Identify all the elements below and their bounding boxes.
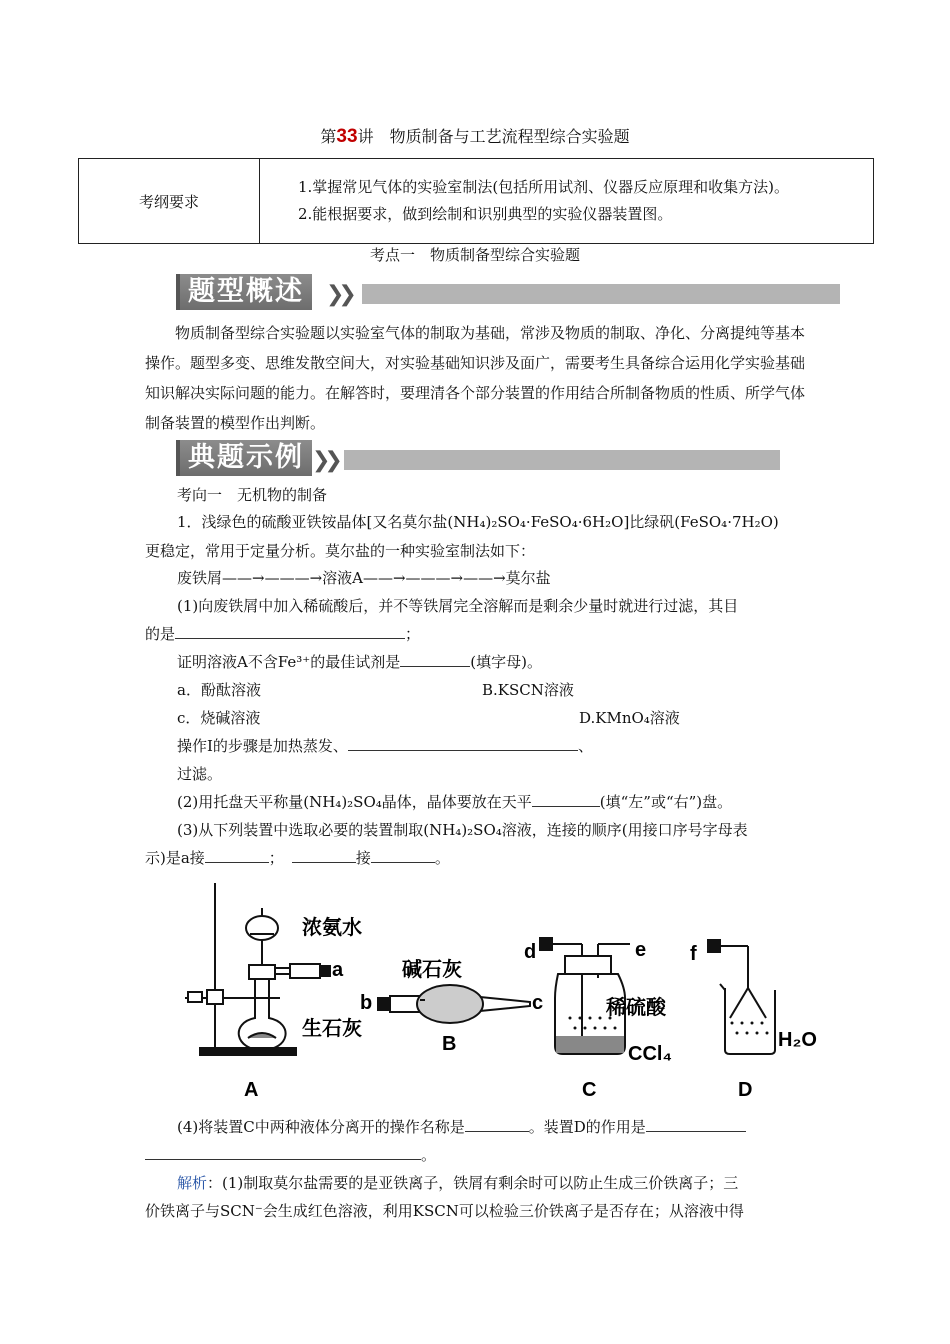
port-e: e (635, 939, 647, 961)
part-1-line1: (1)向废铁屑中加入稀硫酸后，并不等铁屑完全溶解而是剩余少量时就进行过滤，其目 (177, 597, 739, 615)
label-ammonia: 浓氨水 (302, 917, 362, 939)
option-c: c．烧碱溶液 (177, 709, 261, 727)
answer-blank[interactable] (292, 847, 356, 863)
part-4-line2: 。 (145, 1144, 436, 1165)
part-3-line1: (3)从下列装置中选取必要的装置制取(NH₄)₂SO₄溶液，连接的顺序(用接口序号字母表 (177, 821, 748, 839)
process-flow: 废铁屑——→———→溶液A——→———→——→莫尔盐 (177, 569, 551, 587)
requirement-1: 1.掌握常见气体的实验室制法(包括所用试剂、仪器反应原理和收集方法)。 (298, 178, 790, 196)
banner-examples-label: 典题示例 (176, 440, 312, 476)
part-4-line1: (4)将装置C中两种液体分离开的操作名称是 。装置D的作用是 (177, 1116, 746, 1137)
part-3-line2: 示)是a接 ； 接 。 (145, 849, 450, 867)
answer-blank[interactable] (348, 735, 578, 751)
port-f: f (690, 943, 697, 965)
question-1-line2: 更稳定，常用于定量分析。莫尔盐的一种实验室制法如下： (145, 542, 536, 560)
page-title: 第33讲 物质制备与工艺流程型综合实验题 (320, 126, 630, 147)
label-B: B (442, 1033, 457, 1055)
option-a: a．酚酞溶液 (177, 681, 261, 699)
label-ccl4: CCl₄ (628, 1043, 672, 1065)
part-2: (2)用托盘天平称量(NH₄)₂SO₄晶体，晶体要放在天平 (填“左”或“右”)盘。 (177, 793, 733, 811)
label-A: A (244, 1079, 259, 1101)
label-D: D (738, 1079, 753, 1101)
double-chevron-icon: ❯❯ (312, 448, 337, 473)
direction-label: 考向一 无机物的制备 (177, 486, 328, 504)
label-quicklime: 生石灰 (302, 1018, 362, 1040)
port-d: d (524, 941, 537, 963)
label-acid: 稀硫酸 (606, 997, 666, 1019)
label-water: H₂O (778, 1029, 817, 1051)
answer-blank[interactable] (175, 623, 405, 639)
analysis-line2: 价铁离子与SCN⁻会生成红色溶液，利用KSCN可以检验三价铁离子是否存在；从溶液中得 (145, 1202, 744, 1220)
port-c: c (532, 992, 544, 1014)
requirements-key: 考纲要求 (79, 159, 260, 244)
answer-blank[interactable] (145, 1144, 421, 1160)
question-1-line1: 1．浅绿色的硫酸亚铁铵晶体[又名莫尔盐(NH₄)₂SO₄·FeSO₄·6H₂O]比绿矾(FeSO₄·7H₂O) (177, 513, 779, 531)
port-a: a (332, 959, 344, 981)
double-chevron-icon: ❯❯ (326, 282, 351, 307)
banner-overview (176, 274, 842, 310)
operation-line2: 过滤。 (177, 765, 223, 783)
analysis-line1: 解析：(1)制取莫尔盐需要的是亚铁离子，铁屑有剩余时可以防止生成三价铁离子；三 (177, 1174, 739, 1192)
banner-examples (176, 440, 782, 476)
requirements-table (78, 158, 874, 244)
overview-paragraph: 物质制备型综合实验题以实验室气体的制取为基础，常涉及物质的制取、净化、分离提纯等基本操作。题型多变、思维发散空间大，对实验基础知识涉及面广，需要考生具备综合运用化学实验基础知识解决实际问题的能力。在解答时，要理清各个部分装置的作用结合所制备物质的性质、所学气体制备装置的模型作出判断。 (145, 324, 806, 432)
option-d: D.KMnO₄溶液 (579, 709, 680, 727)
banner-overview-label: 题型概述 (176, 274, 312, 310)
answer-blank[interactable] (400, 651, 470, 667)
answer-blank[interactable] (205, 847, 269, 863)
answer-blank[interactable] (646, 1116, 746, 1132)
answer-blank[interactable] (532, 791, 600, 807)
apparatus-figure (180, 878, 820, 1108)
label-C: C (582, 1079, 597, 1101)
part-1-line2: 的是 ； (145, 625, 421, 643)
answer-blank[interactable] (371, 847, 435, 863)
label-sodalime: 碱石灰 (402, 959, 462, 981)
answer-blank[interactable] (465, 1116, 529, 1132)
part-1-line3: 证明溶液A不含Fe³⁺的最佳试剂是 (填字母)。 (177, 653, 542, 671)
lecture-number: 33 (336, 126, 358, 147)
analysis-label: 解析 (177, 1174, 208, 1192)
port-b: b (360, 992, 373, 1014)
section-heading: 考点一 物质制备型综合实验题 (369, 246, 580, 264)
operation-line: 操作Ⅰ的步骤是加热蒸发、 、 (177, 737, 593, 755)
option-b: B.KSCN溶液 (482, 681, 574, 699)
requirement-2: 2.能根据要求，做到绘制和识别典型的实验仪器装置图。 (298, 205, 673, 223)
